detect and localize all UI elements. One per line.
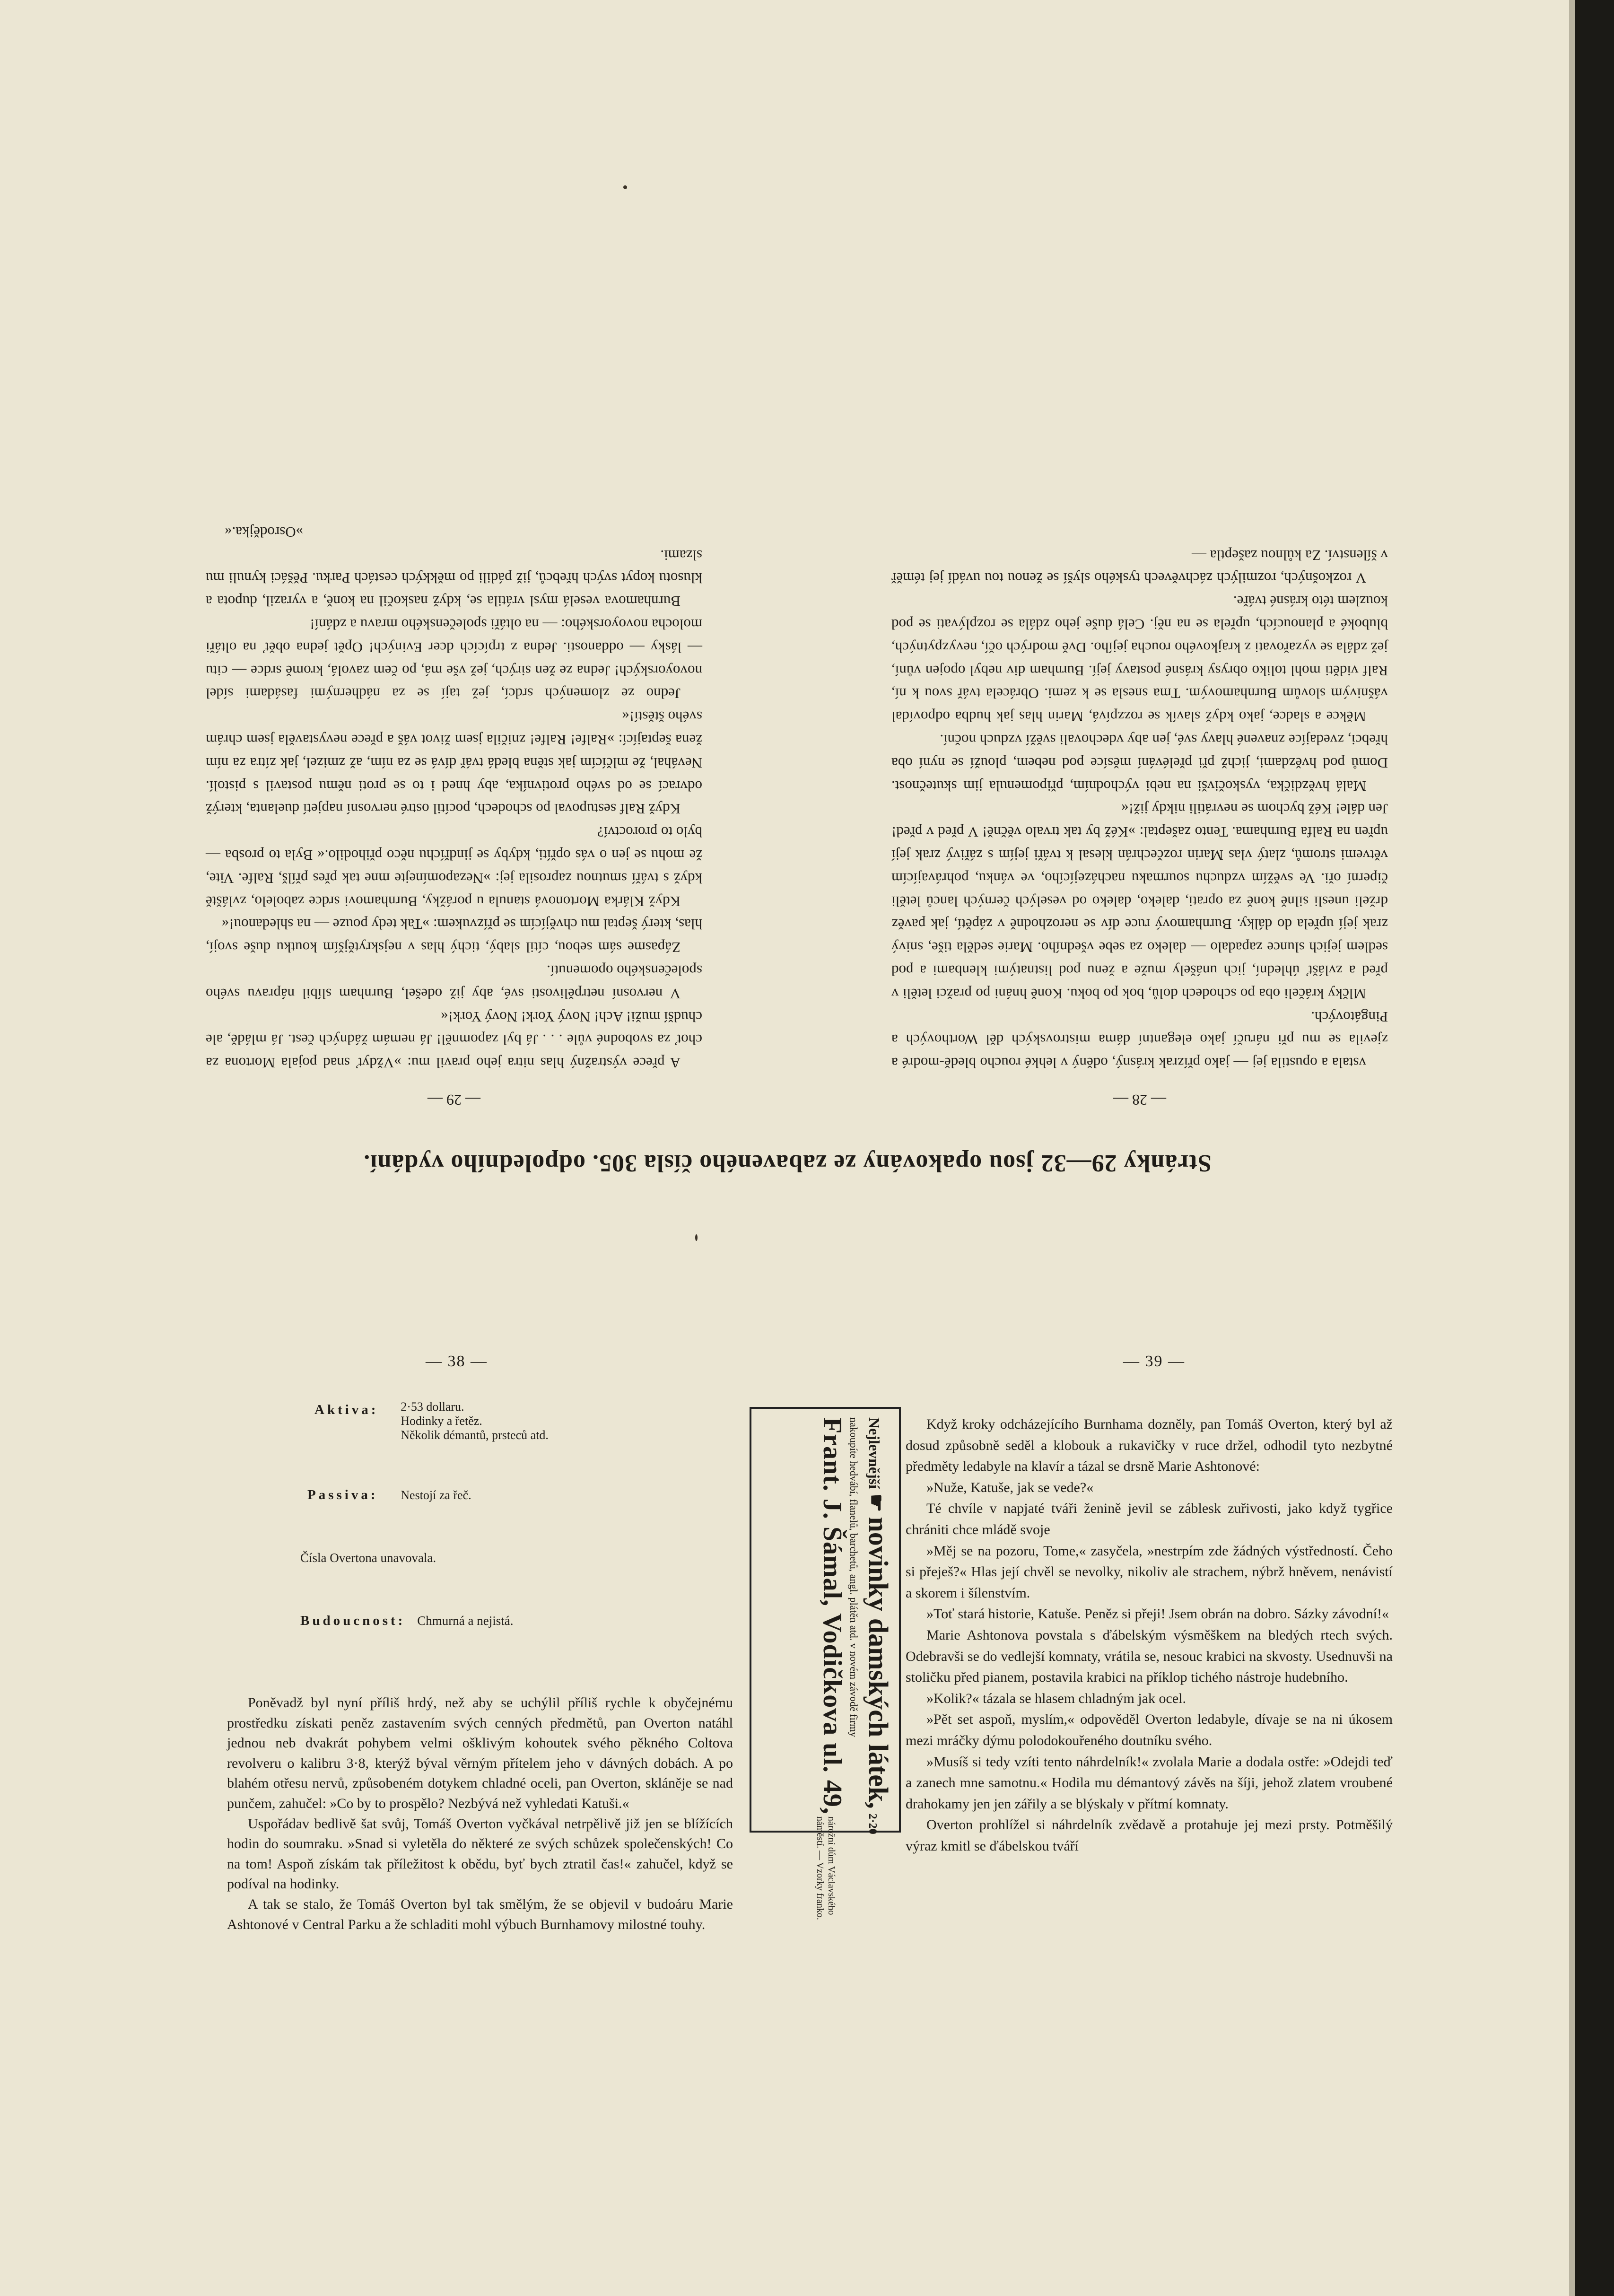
ad-address-small: nárožní dům Václavského náměstí. — Vzorky franko. xyxy=(814,1816,837,1920)
passiva-label: Passiva: xyxy=(307,1487,378,1502)
scanner-dark-edge xyxy=(1575,0,1614,2296)
paragraph: Zápasme sám sebou, cítil slabý, tichý hlas v nejskrytějším koutku duše svojí, hlas, který šeptal mu chvějícím se přízvukem: »Tak tedy pouze — na shledanou!« xyxy=(206,916,702,956)
page-number-39: — 39 — xyxy=(1123,1353,1185,1370)
ink-speck xyxy=(695,1234,698,1241)
paragraph: A přece výstražný hlas nitra jeho pravil mu: »Vždyť snad pojala Mortona za choť za svobodné vůle . . . Já byl zapomněl! Já nemám žádných čest. Já mládě, ale chudší muži! Ach! Nový York! Nový York!« xyxy=(206,1008,702,1072)
page-29-text xyxy=(206,520,702,1111)
inverted-banner xyxy=(0,1149,1575,1177)
ad-address-row xyxy=(814,1417,847,1920)
paragraph: Uspořádav bedlivě šat svůj, Tomáš Overton vyčkával netrpělivě již jen se blížících hodin do soumraku. »Snad si vyletěla do některé ze svých schůzek společenských! Co na tom! Aspoň získám tak příležitost k obědu, byť bych ztratil čas!« zahučel, když se podíval na hodinky. xyxy=(227,1816,733,1892)
paragraph: Měkce a sladce, jako když slavík se rozzpívá, Marin hlas jak hudba odpovídal vášnivým slovům Burnhamovým. Tma snesla se k zemi. Obrácela tvář svou k ní, Ralf viděti mohl toliko obrysy krásné postavy její. Burnham div nebyl opojen vůní, jež zdála se vyzařovati z krajkového roucha jejího. Dvě modrých očí, nevyzpytných, bluboké a planoucích, upřela se na něj. Celá duše jeho zdála se rozplývati se pod kouzlem této krásné tváře. xyxy=(891,593,1388,725)
ad-headline xyxy=(863,1417,894,1834)
ad-big-text: novinky damských látek, xyxy=(863,1517,894,1809)
paragraph: Když kroky odcházejícího Burnhama dozněly, pan Tomáš Overton, který byl až dosud způsobně seděl a klobouk a rukavičky v ruce držel, odhodil tyto nezbytné předměty ledabyle na klavír a tázal se drsně Marie Ashtonové: xyxy=(906,1416,1393,1475)
paragraph: Když Klárka Mortonová stanula u porážky, Burnhamovi srdce zabolelo, zvláště když s tváří smutnou zaprosila jej: »Nezapomínejte mne tak přes přílš, Ralfe. Vite, že mohu se jen o vás opříti, kdyby se jindříchu něco přihodilo.« Byla to prosba — bylo to proroctví? xyxy=(206,824,702,910)
paragraph: »Měj se na pozoru, Tome,« zasyčela, »nestrpím zde žádných výstředností. Čeho si přeješ?« Hlas její chvěl se nevolky, nikoliv ale strachem, nýbrž hněvem, nenávistí a skorem i šílenstvím. xyxy=(906,1543,1393,1601)
aktiva-label: Aktiva: xyxy=(314,1402,379,1417)
aktiva-row xyxy=(314,1400,733,1442)
paragraph: Burnhamova veselá mysl vrátila se, když naskočil na koně, a vyrazil, dupota a klusotu kopyt svých hřebců, již pádili po měkkých cestách Parku. Pěšáci kynuli mu slzami. xyxy=(206,547,702,610)
ad-goods-line: nakoupíte hedvábí, flanelů, barchetů, angl. plátěn atd. v novém závodě firmy xyxy=(848,1417,860,1737)
paragraph: Když Ralf sestupoval po schodech, pocítil ostré nervosní napjetí duelanta, kterýž odvrací se od svého protivníka, aby hned i to se proti němu postavil s pistolí. Neváhal, že mlčícím jak stěna bledá tvář dívá se za ním, až zmizel, jak zítra za ním žena šeptající: »Ralfe! Ralfe! zničila jsem život váš a přece nevystavěla jsem chrám svého štěstí!« xyxy=(206,708,702,818)
ad-small-word: Nejlevnější xyxy=(866,1417,883,1489)
banner-text: Stránky 29—32 jsou opakovány ze zabaveného čísla 305. odpoledního vydání. xyxy=(363,1150,1212,1177)
page-28-text xyxy=(891,543,1388,1111)
inverted-page-29 xyxy=(206,265,702,1111)
paragraph: vstala a opustila jej — jako přízrak krásný, oděný v lehké roucho bledě-modré a zjevila se mu při náručí jako elegantní dáma mistrovských děl Worthových a Pingátových. xyxy=(891,1008,1388,1072)
paragraph: Malá hvězdička, vyskočivši na nebi východním, připomenula jim skutečnost. Domů pod hvězdami, jichž při přelévání měsíce pod nebem, plouží se nyní oba hřebci, zvedajíce znavené hlavy své, jen aby vdechovali svěží vzduch noční. xyxy=(891,732,1388,794)
budoucnost-value: Chmurná a nejistá. xyxy=(417,1614,514,1628)
ledger-block xyxy=(227,1400,733,1631)
paragraph: Jedno ze zlomených srdcí, jež tají se za nádhernými fasádami sídel novoyorských! Jedna ze žen sirých, jež vše má, po čem zavolá, kromě srdce — citu — lásky — oddanosti. Jedna z trpících dcer Eviných! Opět jedna oběť na oltáři molocha novoyorského: — na oltáři společenského mravu a zdání! xyxy=(206,616,702,702)
page-number-29: — 29 — xyxy=(427,1091,480,1109)
budoucnost-row xyxy=(300,1611,733,1631)
aktiva-item: Hodinky a řetěz. xyxy=(401,1414,482,1428)
advertisement-rotated-content xyxy=(751,1409,899,1920)
paragraph: »Nuže, Katuše, jak se vede?« xyxy=(926,1479,1094,1495)
paragraph: »Musíš si tedy vzíti tento náhrdelník!« zvolala Marie a dodala ostře: »Odejdi teď a zanech mne samotnu.« Hodila mu démantový závěs na šíji, jehož zlatem vroubené drahokamy jen jen zářily a se blýskaly v přítmí komnaty. xyxy=(906,1754,1393,1812)
pointing-hand-icon: ☛ xyxy=(864,1493,888,1512)
inverted-page-28 xyxy=(891,265,1388,1111)
passiva-row xyxy=(307,1485,733,1505)
paragraph: A tak se stalo, že Tomáš Overton byl tak smělým, že se objevil v budoáru Marie Ashtonové v Central Parku a že schladiti mohl výbuch Burnhamovy milostné touhy. xyxy=(227,1896,733,1932)
cisla-line: Čísla Overtona unavovala. xyxy=(300,1551,436,1565)
ad-firm-name: Frant. J. Šámal, Vodičkova ul. 49, xyxy=(818,1417,847,1815)
page-39-text xyxy=(906,1414,1393,1857)
page-38-text xyxy=(227,1693,733,1935)
paragraph: »Kolik?« tázala se hlasem chladným jak ocel. xyxy=(926,1690,1186,1706)
paragraph: V nervosní netrpělivosti své, aby již odešel, Burnham slíbil nápravu svého společenského opomenutí. xyxy=(206,962,702,1002)
ad-price: 2·20 xyxy=(866,1813,879,1834)
paragraph: Mlčky kráčeli oba po schodech dolů, bok po boku. Koně hnáni po pražci letěli v před a zvlášť úhlední, jich unášely muže a ženu pod listnatými klenbami a pod sedlem jejich slunce zapadalo — daleko za sebe všedního. Marie seděla tiše, snivý zrak její upřela do dálky. Burnhamový ruce dív se nerozhodně v zápětí, jak pavěz drželi unesli silně koně za oprati, daleko, daleko od veselých černých lanců letěli čiperní oři. Ve svěžím vzduchu sourmaku nacházejícího, ve vánku, pohrávajícím větvemi stromů, zlatý vlas Marin rozčechrán klesal k tváři jejím s zářivý zrak její upřen na Ralfa Burnhama. Tento zašeptal: »Kéž by tak trvalo věčně! V před v před! Jen dále! Kéž bychom se nevrátili nikdy již!« xyxy=(891,801,1388,1002)
page-number-28: — 28 — xyxy=(1113,1091,1166,1109)
aktiva-item: 2·53 dollaru. xyxy=(401,1400,464,1414)
page-number-38: — 38 — xyxy=(426,1353,488,1370)
paragraph: »Pět set aspoň, myslím,« odpověděl Overton ledabyle, dívaje se na ni úkosem mezi mráčky dýmu polodokouřeného doutníku svého. xyxy=(906,1711,1393,1748)
aktiva-item: Několik démantů, prsteců atd. xyxy=(401,1428,549,1442)
aktiva-items xyxy=(401,1400,549,1442)
budoucnost-label: Budoucnost: xyxy=(300,1613,406,1628)
paragraph: Té chvíle v napjaté tváři ženině jevil se záblesk zuřivosti, jako když tygřice chrániti chce mládě svoje xyxy=(906,1501,1393,1537)
signature: »Osrodějka.« xyxy=(225,524,304,541)
advertisement xyxy=(750,1407,901,1920)
paragraph: V rozkošných, rozmilých záchvěvech tyského slyší se ženou tou uvádí jej téměř v šílenství. Za kůlnou zašeptla — xyxy=(891,547,1388,587)
paragraph: »Toť stará historie, Katuše. Peněz si přeji! Jsem obrán na dobro. Sázky závodní!« xyxy=(926,1606,1389,1622)
paragraph: Poněvadž byl nyní příliš hrdý, než aby se uchýlil příliš rychle k obyčejnému prostředku získati peněz zastavením svých cenných předmětů, pan Overton natáhl jednou neb dvakrát pohybem velmi ošklivým kohoutek svého pěkného Coltova revolveru o kalibru 3·8, kterýž býval věrným přítelem jeho v dávných dobách. A po blahém otřesu nervů, způsobeném dotykem chladné oceli, pan Overton, skláněje se nad punčem, zahučel: »Co by to prospělo? Nezbývá než vyhledati Katuši.« xyxy=(227,1695,733,1811)
passiva-value: Nestojí za řeč. xyxy=(401,1488,471,1502)
ink-speck xyxy=(623,185,627,189)
paragraph: Marie Ashtonova povstala s ďábelským výsměškem na bledých rtech svých. Odebravši se do vedlejší komnaty, vrátila se, nesouc krabici na skvosty. Usednuvši na stoličku před pianem, postavila krabici na příklop tichého nástroje hudebního. xyxy=(906,1627,1393,1685)
paragraph: Overton prohlížel si náhrdelník zvědavě a protahuje jej mezi prsty. Potměšilý výraz kmitl se ďábelskou tváří xyxy=(906,1817,1393,1854)
